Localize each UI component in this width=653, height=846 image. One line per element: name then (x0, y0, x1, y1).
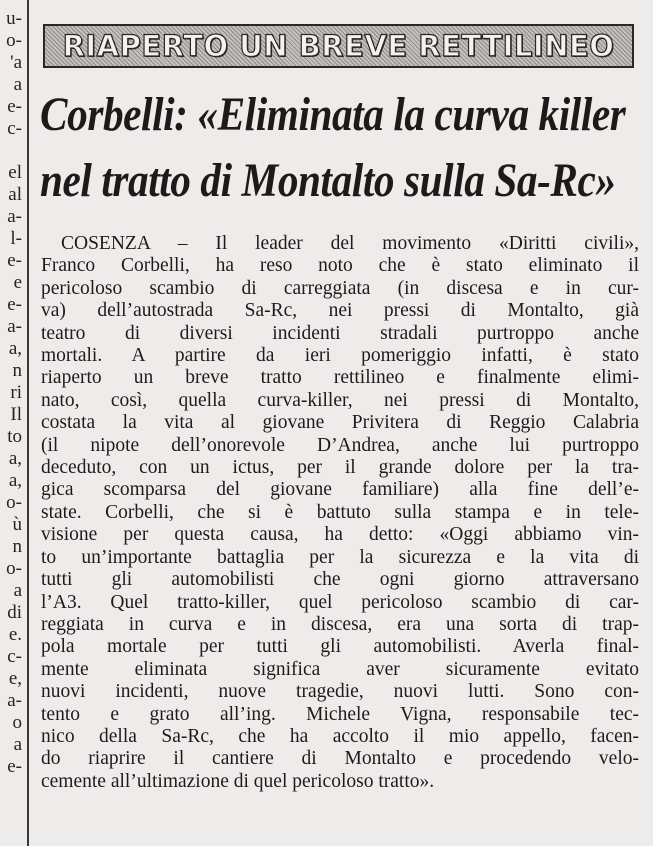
body-line: costata la vita al giovane Privitera di Reggio Calabria (41, 412, 639, 434)
fragment-line: a- (7, 206, 22, 227)
body-line: l’A3. Quel tratto-killer, quel pericoloso scambio di car- (41, 591, 639, 613)
fragment-line: e, (8, 668, 22, 689)
adjacent-column-fragment (0, 0, 24, 846)
fragment-line: e- (7, 96, 22, 117)
fragment-line: c- (7, 646, 22, 667)
fragment-line: to (7, 426, 22, 447)
fragment-line: a- (7, 316, 22, 337)
column-divider (27, 0, 29, 846)
fragment-line: l- (10, 228, 22, 249)
fragment-line: u- (6, 8, 22, 29)
body-line: visione per questa causa, ha detto: «Oggi abbiamo vin- (41, 524, 639, 546)
body-line: gica scomparsa del giovane familiare) alla fine dell’e- (41, 479, 639, 501)
fragment-line: Il (10, 404, 22, 425)
fragment-line: o- (6, 558, 22, 579)
body-line: riaperto un breve tratto rettilineo e finalmente elimi- (41, 367, 639, 389)
body-line: state. Corbelli, che si è battuto sulla stampa e in tele- (41, 501, 639, 523)
body-line: mente eliminata significa aver sicuramente evitato (41, 658, 639, 680)
body-line: va) dell’autostrada Sa-Rc, nei pressi di Montalto, già (41, 300, 639, 322)
fragment-line: a, (8, 338, 22, 359)
headline-line: Corbelli: «Eliminata la curva killer (40, 88, 626, 141)
fragment-line: n (12, 536, 22, 557)
body-line: mortali. A partire da ieri pomeriggio infatti, è stato (41, 345, 639, 367)
body-line: pola mortale per tutti gli automobilisti. Averla final- (41, 636, 639, 658)
fragment-line: a- (7, 690, 22, 711)
fragment-line: a, (8, 470, 22, 491)
fragment-line: a (13, 734, 22, 755)
fragment-line: o (12, 712, 22, 733)
body-line: do riaprire il cantiere di Montalto e procedendo velo- (41, 748, 639, 770)
body-line: cemente all’ultimazione di quel pericoloso tratto». (41, 770, 435, 792)
fragment-line: e. (8, 624, 22, 645)
fragment-line: 'a (10, 52, 22, 73)
article-headline (40, 82, 640, 214)
body-line: reggiata in curva e in discesa, era una sorta di trap- (41, 613, 639, 635)
article-body (41, 233, 639, 793)
fragment-line: ri (10, 382, 22, 403)
body-line: teatro di diversi incidenti stradali purtroppo anche (41, 322, 639, 344)
body-line: pericoloso scambio di carreggiata (in discesa e in cur- (41, 277, 639, 299)
fragment-line: el (8, 162, 22, 183)
fragment-line: n (12, 360, 22, 381)
fragment-line: ù (12, 514, 22, 535)
fragment-line: di (7, 602, 22, 623)
fragment-line: c- (7, 118, 22, 139)
body-line: (il nipote dell’onorevole D’Andrea, anche lui purtroppo (41, 434, 639, 456)
body-line: Franco Corbelli, ha reso noto che è stato eliminato il (41, 255, 639, 277)
body-line: to un’importante battaglia per la sicurezza e la vita di (41, 546, 639, 568)
body-line: nato, così, quella curva-killer, nei pressi di Montalto, (41, 389, 639, 411)
body-line: tento e grato all’ing. Michele Vigna, responsabile tec- (41, 703, 639, 725)
fragment-line: e- (7, 756, 22, 777)
body-line: nuovi incidenti, nuove tragedie, nuovi lutti. Sono con- (41, 681, 639, 703)
fragment-line: o- (6, 30, 22, 51)
fragment-line: o- (6, 492, 22, 513)
fragment-line: e- (7, 250, 22, 271)
body-line: tutti gli automobilisti che ogni giorno attraversano (41, 569, 639, 591)
fragment-line: a, (8, 448, 22, 469)
fragment-line: al (8, 184, 22, 205)
fragment-line: e- (7, 294, 22, 315)
fragment-line: a (13, 580, 22, 601)
article-kicker (43, 24, 634, 68)
headline-line: nel tratto di Montalto sulla Sa-Rc» (40, 154, 616, 207)
fragment-line: a (13, 74, 22, 95)
body-line: COSENZA – Il leader del movimento «Diritti civili», (61, 233, 639, 254)
kicker-text: RIAPERTO UN BREVE RETTILINEO (62, 29, 615, 63)
fragment-line: e (13, 272, 22, 293)
body-line: nico della Sa-Rc, che ha accolto il mio appello, facen- (41, 725, 639, 747)
body-line: deceduto, con un ictus, per il grande dolore per la tra- (41, 457, 639, 479)
